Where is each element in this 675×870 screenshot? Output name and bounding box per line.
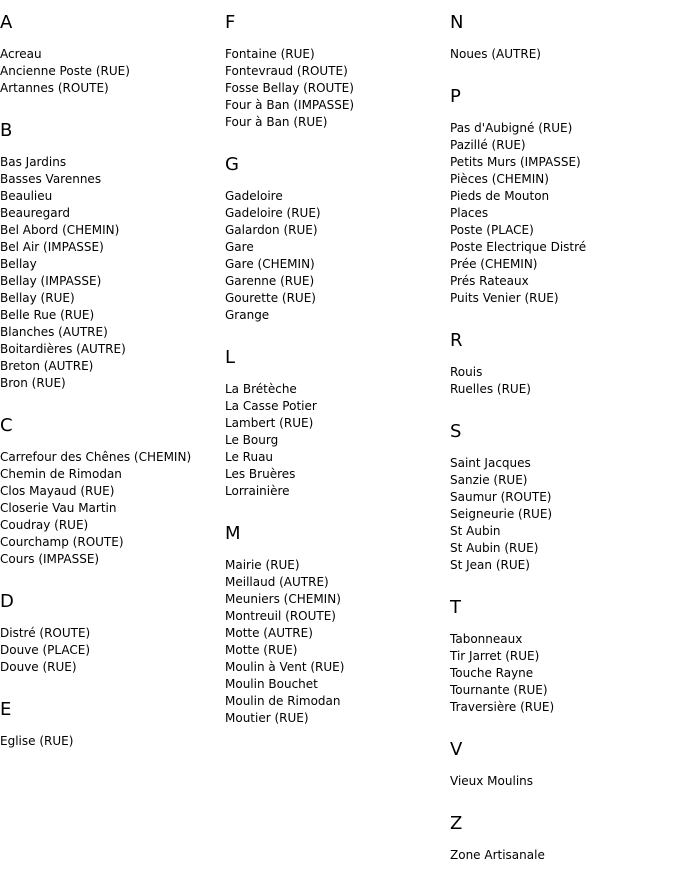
street-item: Belle Rue (RUE) xyxy=(0,308,95,322)
letter-group-b xyxy=(0,120,126,390)
street-item: Gourette (RUE) xyxy=(225,291,316,305)
letter-group-e xyxy=(0,699,74,748)
street-item: Motte (RUE) xyxy=(225,643,298,657)
street-item: Le Bourg xyxy=(225,433,279,447)
street-item: Touche Rayne xyxy=(450,666,534,680)
street-item: Tir Jarret (RUE) xyxy=(450,649,540,663)
street-item: Lorrainière xyxy=(225,484,290,498)
street-item: Sanzie (RUE) xyxy=(450,473,528,487)
street-item: La Casse Potier xyxy=(225,399,317,413)
letter-group-t xyxy=(450,597,555,714)
street-item: Puits Venier (RUE) xyxy=(450,291,559,305)
group-letter: S xyxy=(450,421,462,442)
group-letter: G xyxy=(225,154,239,175)
street-item: Tournante (RUE) xyxy=(450,683,548,697)
street-item: Poste Electrique Distré xyxy=(450,240,587,254)
street-item: Moulin de Rimodan xyxy=(225,694,341,708)
street-item: Artannes (ROUTE) xyxy=(0,81,109,95)
street-item: Bel Abord (CHEMIN) xyxy=(0,223,120,237)
street-item: La Brétèche xyxy=(225,382,297,396)
group-letter: C xyxy=(0,415,13,436)
street-list xyxy=(225,188,321,324)
group-letter: F xyxy=(225,12,236,33)
group-letter: T xyxy=(450,597,461,618)
street-list xyxy=(0,154,126,392)
street-item: Gare xyxy=(225,240,254,254)
street-item: Gadeloire xyxy=(225,189,283,203)
group-letter: R xyxy=(450,330,463,351)
street-item: Eglise (RUE) xyxy=(0,734,74,748)
street-item: Zone Artisanale xyxy=(450,848,545,862)
street-item: Grange xyxy=(225,308,270,322)
street-list xyxy=(450,455,552,574)
street-item: Fontaine (RUE) xyxy=(225,47,315,61)
group-letter: B xyxy=(0,120,13,141)
letter-group-d xyxy=(0,591,91,674)
street-item: Boitardières (AUTRE) xyxy=(0,342,126,356)
letter-group-a xyxy=(0,12,130,95)
street-item: Seigneurie (RUE) xyxy=(450,507,553,521)
street-item: Breton (AUTRE) xyxy=(0,359,94,373)
street-item: Garenne (RUE) xyxy=(225,274,315,288)
group-letter: D xyxy=(0,591,14,612)
street-list xyxy=(225,381,317,500)
street-item: Fosse Bellay (ROUTE) xyxy=(225,81,354,95)
street-list xyxy=(450,773,533,790)
letter-group-m xyxy=(225,523,345,725)
street-item: Cours (IMPASSE) xyxy=(0,552,100,566)
group-letter: N xyxy=(450,12,464,33)
street-item: Beaulieu xyxy=(0,189,53,203)
street-item: Bas Jardins xyxy=(0,155,67,169)
street-item: Ruelles (RUE) xyxy=(450,382,531,396)
street-item: Tabonneaux xyxy=(450,632,523,646)
group-letter: Z xyxy=(450,813,463,834)
group-letter: V xyxy=(450,739,463,760)
street-item: Fontevraud (ROUTE) xyxy=(225,64,348,78)
street-item: Pas d'Aubigné (RUE) xyxy=(450,121,573,135)
letter-group-v xyxy=(450,739,534,788)
street-item: Douve (RUE) xyxy=(0,660,77,674)
street-list xyxy=(225,557,344,727)
street-item: Beauregard xyxy=(0,206,70,220)
street-item: Motte (AUTRE) xyxy=(225,626,313,640)
street-item: Moulin Bouchet xyxy=(225,677,318,691)
street-item: Four à Ban (RUE) xyxy=(225,115,328,129)
street-item: Vieux Moulins xyxy=(450,774,534,788)
group-letter: P xyxy=(450,86,461,107)
street-item: St Aubin xyxy=(450,524,501,538)
street-list xyxy=(0,46,130,97)
street-list xyxy=(450,631,554,716)
street-item: Chemin de Rimodan xyxy=(0,467,122,481)
street-item: Moutier (RUE) xyxy=(225,711,309,725)
letter-group-p xyxy=(450,86,587,305)
letter-group-g xyxy=(225,154,321,322)
street-item: Bel Air (IMPASSE) xyxy=(0,240,104,254)
letter-group-c xyxy=(0,415,192,566)
street-item: Poste (PLACE) xyxy=(450,223,534,237)
street-item: Basses Varennes xyxy=(0,172,102,186)
street-item: Clos Mayaud (RUE) xyxy=(0,484,115,498)
street-item: Le Ruau xyxy=(225,450,274,464)
street-item: Meillaud (AUTRE) xyxy=(225,575,329,589)
street-list xyxy=(450,120,586,307)
street-item: Places xyxy=(450,206,489,220)
street-item: Mairie (RUE) xyxy=(225,558,300,572)
group-letter: A xyxy=(0,12,13,33)
street-item: Four à Ban (IMPASSE) xyxy=(225,98,355,112)
street-item: Pieds de Mouton xyxy=(450,189,550,203)
street-item: Bron (RUE) xyxy=(0,376,66,390)
street-item: Closerie Vau Martin xyxy=(0,501,117,515)
letter-group-f xyxy=(225,12,355,129)
street-item: Moulin à Vent (RUE) xyxy=(225,660,345,674)
street-item: Acreau xyxy=(0,47,42,61)
group-letter: L xyxy=(225,347,236,368)
letter-group-s xyxy=(450,421,553,572)
street-item: Prés Rateaux xyxy=(450,274,529,288)
letter-group-z xyxy=(450,813,545,862)
street-item: Saint Jacques xyxy=(450,456,531,470)
street-item: Lambert (RUE) xyxy=(225,416,314,430)
street-item: Blanches (AUTRE) xyxy=(0,325,108,339)
street-item: Carrefour des Chênes (CHEMIN) xyxy=(0,450,192,464)
street-item: Meuniers (CHEMIN) xyxy=(225,592,341,606)
letter-group-l xyxy=(225,347,317,498)
letter-group-n xyxy=(450,12,541,61)
street-list xyxy=(450,46,541,63)
street-item: Bellay (IMPASSE) xyxy=(0,274,102,288)
street-item: Bellay (RUE) xyxy=(0,291,75,305)
street-item: Gare (CHEMIN) xyxy=(225,257,315,271)
street-item: Galardon (RUE) xyxy=(225,223,318,237)
street-item: Bellay xyxy=(0,257,37,271)
street-item: Petits Murs (IMPASSE) xyxy=(450,155,581,169)
street-item: Pièces (CHEMIN) xyxy=(450,172,549,186)
street-item: Noues (AUTRE) xyxy=(450,47,541,61)
letter-group-r xyxy=(450,330,531,396)
street-list xyxy=(450,364,531,398)
group-letter: E xyxy=(0,699,12,720)
street-item: Ancienne Poste (RUE) xyxy=(0,64,130,78)
street-item: Saumur (ROUTE) xyxy=(450,490,552,504)
street-item: Montreuil (ROUTE) xyxy=(225,609,336,623)
group-letter: M xyxy=(225,523,241,544)
street-list xyxy=(225,46,354,131)
street-item: Gadeloire (RUE) xyxy=(225,206,321,220)
street-list xyxy=(0,449,191,568)
street-item: St Jean (RUE) xyxy=(450,558,530,572)
street-item: Prée (CHEMIN) xyxy=(450,257,538,271)
street-item: St Aubin (RUE) xyxy=(450,541,539,555)
street-item: Traversière (RUE) xyxy=(450,700,555,714)
street-item: Courchamp (ROUTE) xyxy=(0,535,124,549)
street-item: Rouis xyxy=(450,365,483,379)
street-list xyxy=(0,733,73,750)
street-item: Pazillé (RUE) xyxy=(450,138,526,152)
street-item: Les Bruères xyxy=(225,467,296,481)
street-list xyxy=(450,847,545,864)
street-item: Douve (PLACE) xyxy=(0,643,91,657)
street-list xyxy=(0,625,90,676)
street-item: Coudray (RUE) xyxy=(0,518,89,532)
street-item: Distré (ROUTE) xyxy=(0,626,91,640)
